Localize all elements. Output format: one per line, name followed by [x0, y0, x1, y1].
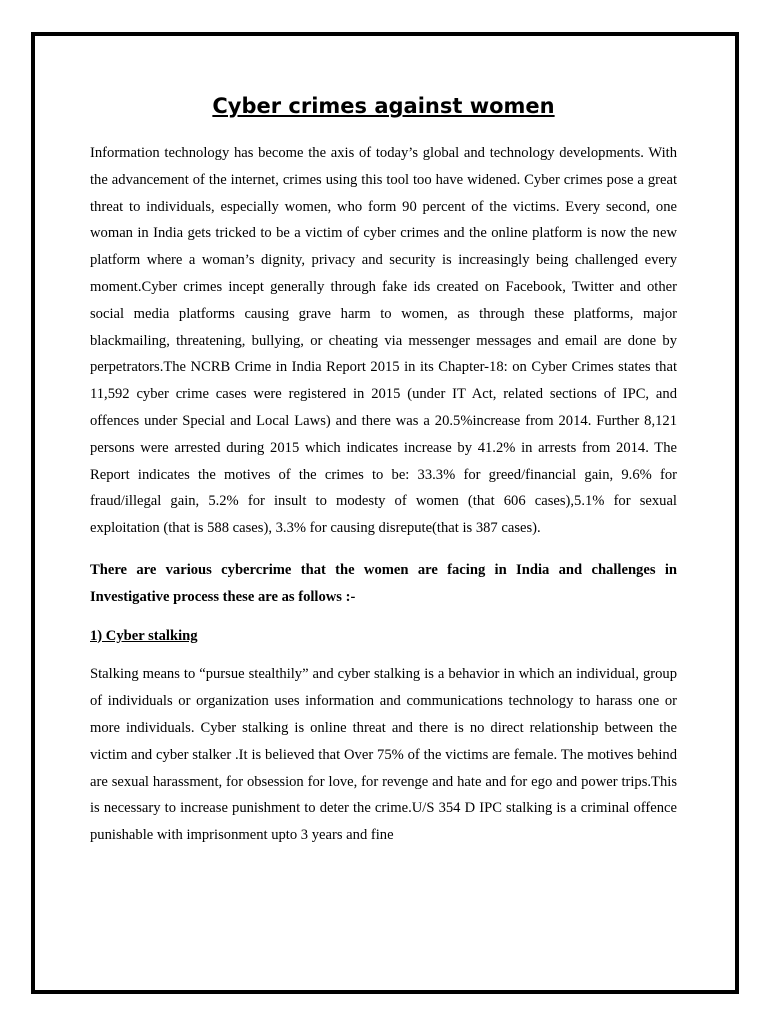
intro-paragraph: Information technology has become the axis of today’s global and technology developments. With the advancement of the internet, crimes using this tool too have widened. Cyber crimes pose a great threat to individuals, especially women, who form 90 percent of the victims. Every second, one woman in India gets tricked to be a victim of cyber crimes and the online platform is now the new platform where a woman’s dignity, privacy and security is increasingly being challenged every moment.Cyber crimes incept generally through fake ids created on Facebook, Twitter and other social media platforms causing grave harm to women, as through these platforms, major blackmailing, threatening, bullying, or cheating via messenger messages and email are done by perpetrators.The NCRB Crime in India Report 2015 in its Chapter-18: on Cyber Crimes states that 11,592 cyber crime cases were registered in 2015 (under IT Act, related sections of IPC, and offences under Special and Local Laws) and there was a 20.5%increase from 2014. Further 8,121 persons were arrested during 2015 which indicates increase by 41.2% in arrests from 2014. The Report indicates the motives of the crimes to be: 33.3% for greed/financial gain, 9.6% for fraud/illegal gain, 5.2% for insult to modesty of women (that 606 cases),5.1% for sexual exploitation (that is 588 cases), 3.3% for causing disrepute(that is 387 cases). [90, 145, 677, 537]
document-title: Cyber crimes against women [212, 94, 555, 118]
section-heading-cyber-stalking: 1) Cyber stalking [90, 627, 198, 644]
document-body [90, 90, 677, 849]
bold-statement: There are various cybercrime that the women are facing in India and challenges in Investigative process these are as follows :- [90, 561, 677, 605]
cyber-stalking-paragraph: Stalking means to “pursue stealthily” and cyber stalking is a behavior in which an individual, group of individuals or organization uses information and communications technology to harass one or more individuals. Cyber stalking is online threat and there is no direct relationship between the victim and cyber stalker .It is believed that Over 75% of the victims are female. The motives behind are sexual harassment, for obsession for love, for revenge and hate and for ego and power trips.This is necessary to increase punishment to deter the crime.U/S 354 D IPC stalking is a criminal offence punishable with imprisonment upto 3 years and fine [90, 666, 677, 844]
